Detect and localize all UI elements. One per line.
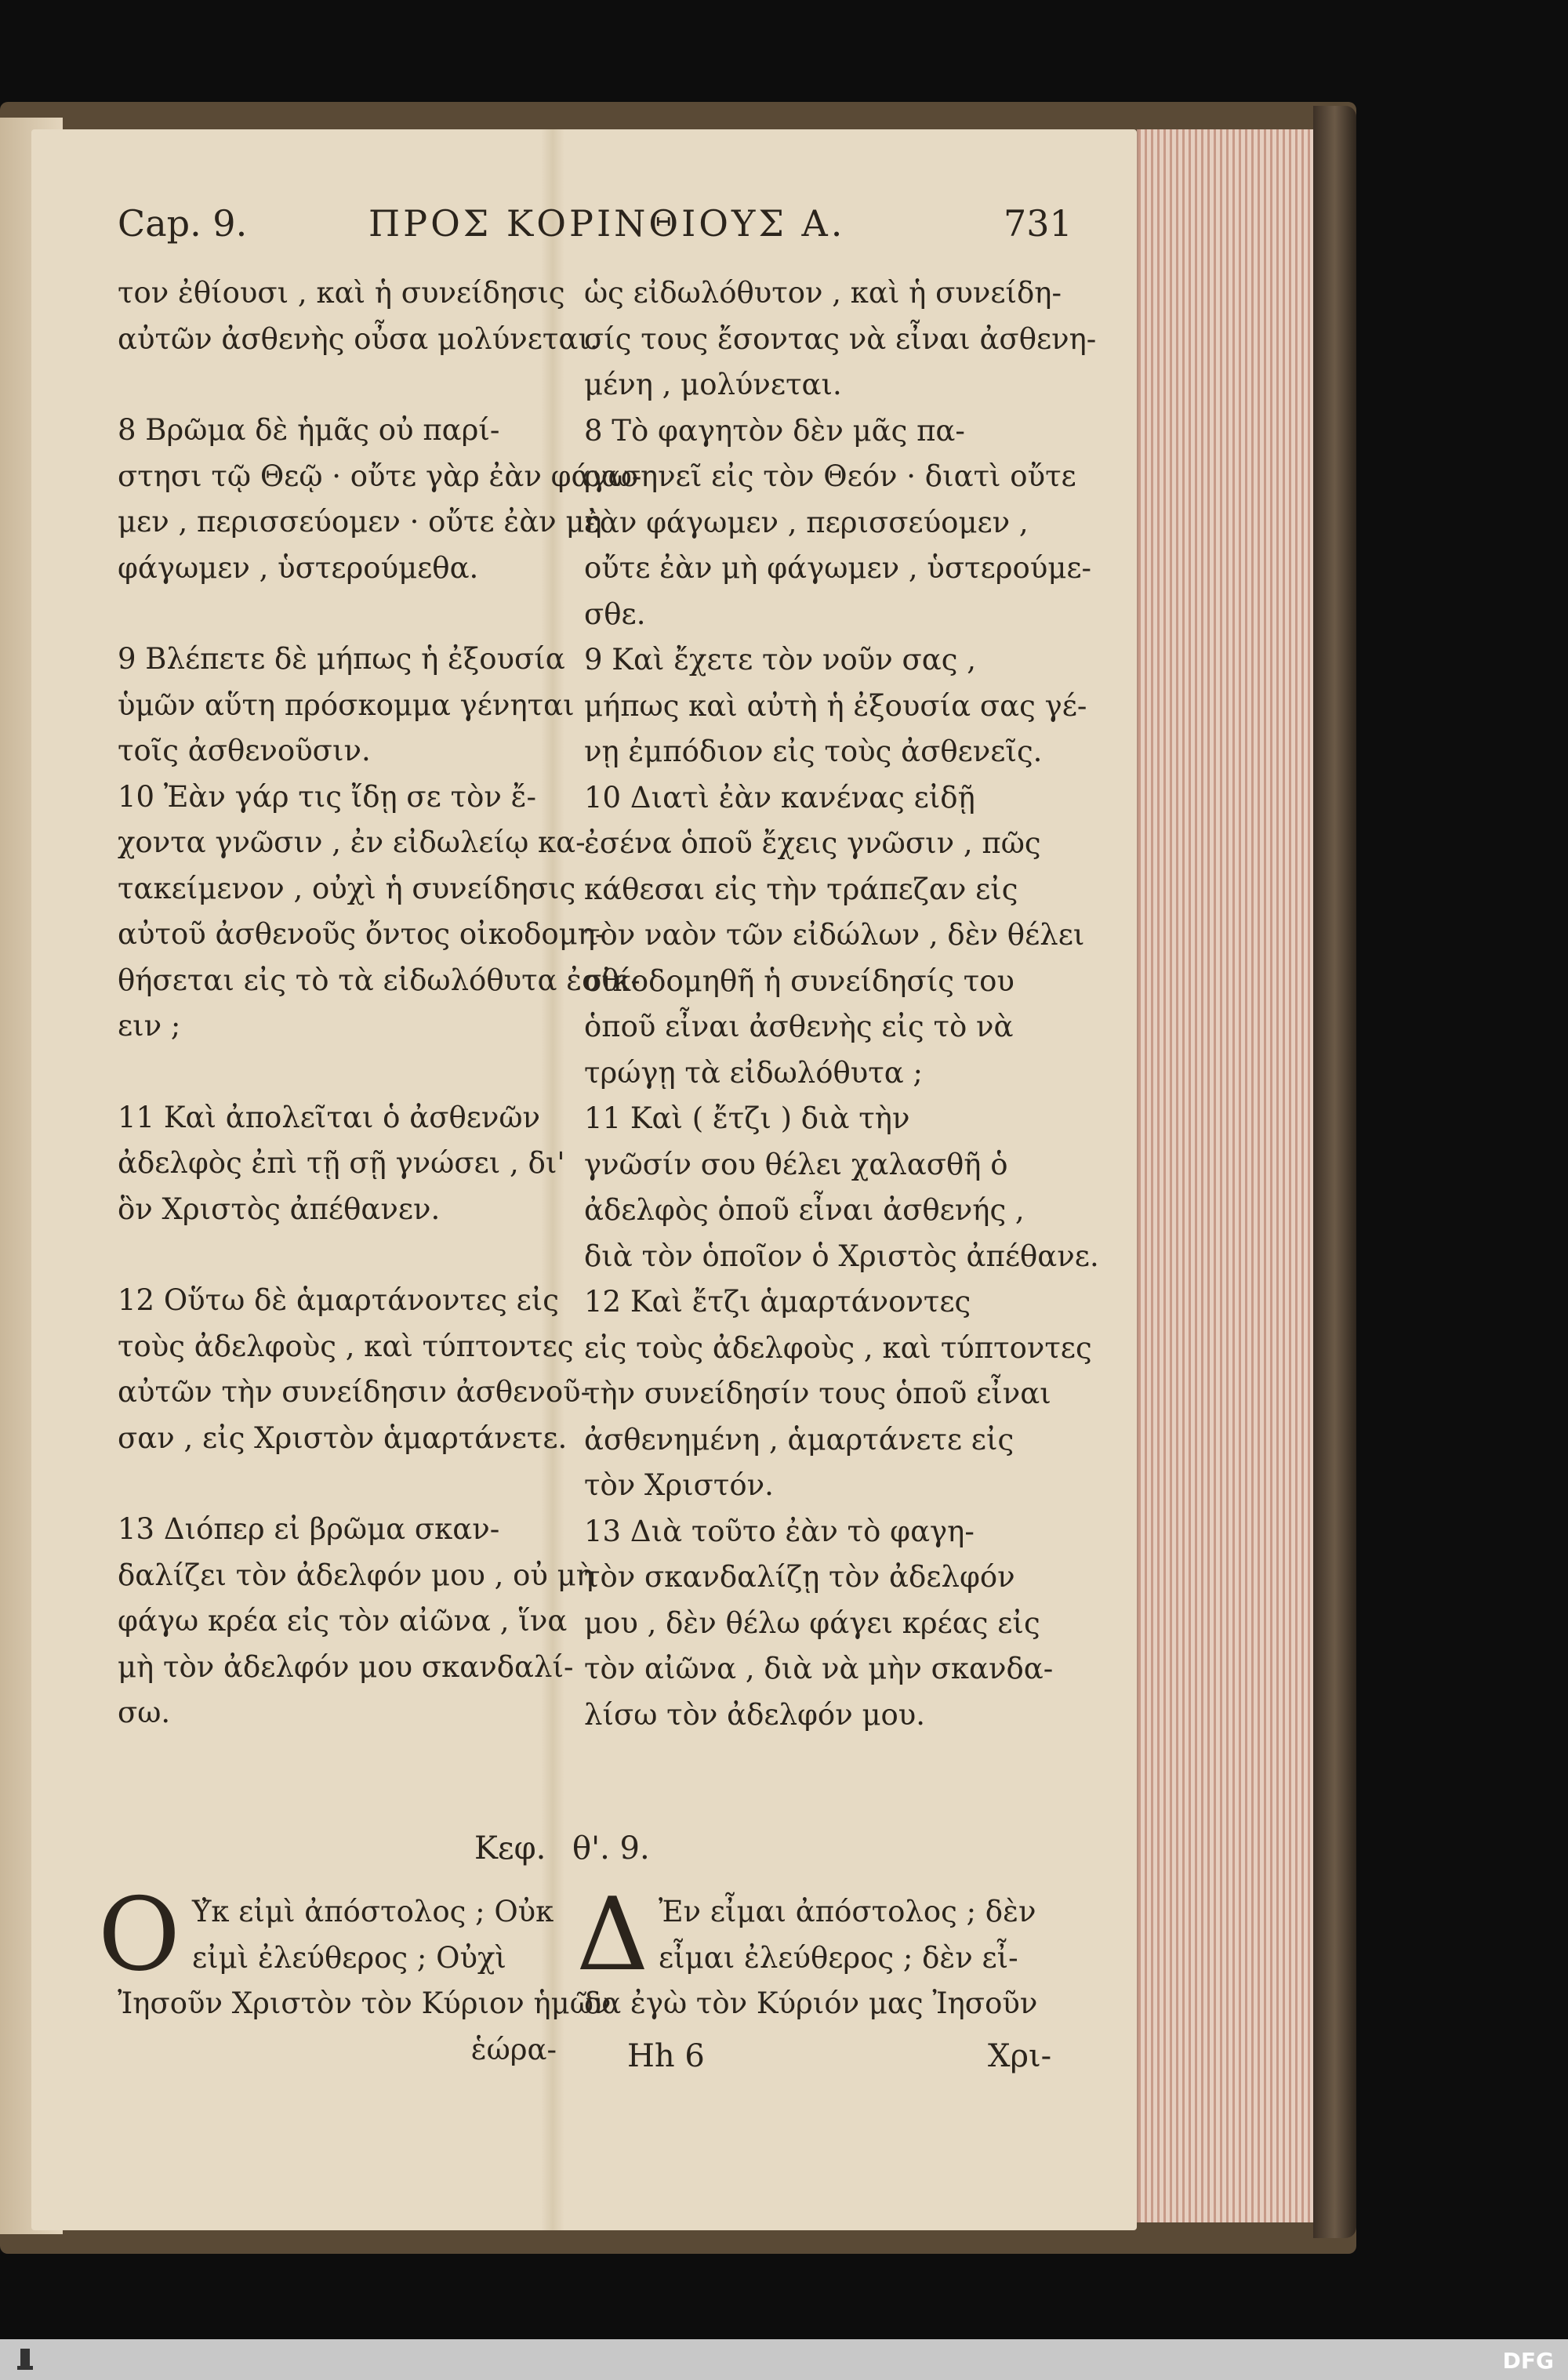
text-line: 13 Διόπερ εἰ βρῶμα σκαν- bbox=[118, 1512, 500, 1546]
chapter-start-right-line: δα ἐγὼ τὸν Κύριόν μας Ἰησοῦν bbox=[584, 1986, 1038, 2020]
text-line: μὴ τὸν ἀδελφόν μου σκανδαλί- bbox=[118, 1649, 574, 1684]
text-line: 9 Καὶ ἔχετε τὸν νοῦν σας , bbox=[584, 643, 977, 677]
viewer-bottom-bar bbox=[0, 2339, 1568, 2380]
text-line: 13 Διὰ τοῦτο ἐὰν τὸ φαγη- bbox=[584, 1514, 975, 1548]
text-line: τὸν αἰῶνα , διὰ νὰ μὴν σκανδα- bbox=[584, 1652, 1054, 1685]
text-line: τον ἐθίουσι , καὶ ἡ συνείδησις bbox=[118, 276, 565, 310]
chapter-start-right-line: Ἐν εἶμαι ἀπόστολος ; δὲν bbox=[659, 1895, 1036, 1928]
page-footer bbox=[549, 2038, 1066, 2085]
text-line: νῃ ἐμπόδιον εἰς τοὺς ἀσθενεῖς. bbox=[584, 735, 1043, 768]
text-line: τὴν συνείδησίν τους ὁποῦ εἶναι bbox=[584, 1377, 1051, 1410]
text-line: ὡς εἰδωλόθυτον , καὶ ἡ συνείδη- bbox=[584, 276, 1062, 310]
verse-gap bbox=[118, 1050, 557, 1095]
signature-mark: Hh 6 bbox=[627, 2038, 705, 2074]
text-line: ἐὰν φάγωμεν , περισσεύομεν , bbox=[584, 505, 1029, 539]
fore-edge-pages bbox=[1137, 129, 1315, 2222]
text-line: ρασηνεῖ εἰς τὸν Θεόν · διατὶ οὔτε bbox=[584, 459, 1076, 493]
verse-gap bbox=[118, 1232, 557, 1278]
text-line: τοὺς ἀδελφοὺς , καὶ τύπτοντες bbox=[118, 1329, 574, 1363]
text-line: 11 Καὶ ἀπολεῖται ὁ ἀσθενῶν bbox=[118, 1100, 541, 1134]
text-line: τρώγῃ τὰ εἰδωλόθυτα ; bbox=[584, 1055, 923, 1090]
text-line: 8 Τὸ φαγητὸν δὲν μᾶς πα- bbox=[584, 413, 965, 448]
chapter-start-right-line: εἶμαι ἐλεύθερος ; δὲν εἶ- bbox=[659, 1940, 1018, 1975]
text-line: ὁποῦ εἶναι ἀσθενὴς εἰς τὸ νὰ bbox=[584, 1010, 1014, 1043]
text-line: ὃν Χριστὸς ἀπέθανεν. bbox=[118, 1192, 441, 1226]
running-header bbox=[118, 202, 1082, 257]
text-line: δαλίζει τὸν ἀδελφόν μου , οὐ μὴ bbox=[118, 1558, 593, 1592]
verse-gap bbox=[118, 362, 557, 408]
text-line: εἰς τοὺς ἀδελφοὺς , καὶ τύπτοντες bbox=[584, 1330, 1092, 1365]
drop-cap-left: O bbox=[98, 1877, 180, 1994]
book-spine bbox=[1313, 106, 1356, 2238]
text-line: 9 Βλέπετε δὲ μήπως ἡ ἐξουσία bbox=[118, 642, 565, 676]
text-line: ἀδελφὸς ἐπὶ τῇ σῇ γνώσει , δι' bbox=[118, 1146, 565, 1180]
chapter-start-left-line: εἰμὶ ἐλεύθερος ; Οὐχὶ bbox=[192, 1940, 506, 1975]
text-line: ὑμῶν αὕτη πρόσκομμα γένηται bbox=[118, 688, 575, 722]
text-line: τὸν Χριστόν. bbox=[584, 1468, 774, 1502]
text-line: θήσεται εἰς τὸ τὰ εἰδωλόθυτα ἐσθί- bbox=[118, 963, 641, 997]
text-line: 10 Διατὶ ἐὰν κανένας εἰδῇ bbox=[584, 780, 975, 814]
library-logo-icon bbox=[13, 2346, 38, 2374]
verse-gap bbox=[118, 591, 557, 637]
chapter-number: θ'. 9. bbox=[572, 1830, 650, 1867]
text-line: φάγωμεν , ὑστερούμεθα. bbox=[118, 550, 479, 585]
text-line: μένη , μολύνεται. bbox=[584, 368, 842, 401]
text-line: μήπως καὶ αὐτὴ ἡ ἐξουσία σας γέ- bbox=[584, 688, 1087, 723]
page-number: 731 bbox=[1004, 202, 1073, 245]
text-line: σαν , εἰς Χριστὸν ἁμαρτάνετε. bbox=[118, 1420, 568, 1455]
text-line: σω. bbox=[118, 1696, 171, 1729]
text-line: 12 Καὶ ἔτζι ἁμαρτάνοντες bbox=[584, 1285, 971, 1319]
text-line: 11 Καὶ ( ἔτζι ) διὰ τὴν bbox=[584, 1101, 910, 1135]
text-line: αὐτοῦ ἀσθενοῦς ὄντος οἰκοδομη- bbox=[118, 917, 605, 951]
header-chapter: Cap. 9. bbox=[118, 202, 248, 245]
chapter-start-right bbox=[584, 1889, 1054, 2027]
dfg-watermark: DFG bbox=[1502, 2348, 1554, 2374]
header-title: ΠΡΟΣ ΚΟΡΙΝΘΙΟΥΣ Α. bbox=[368, 202, 846, 245]
text-line: τὸν σκανδαλίζῃ τὸν ἀδελφόν bbox=[584, 1560, 1015, 1594]
text-line: 10 Ἐὰν γάρ τις ἴδῃ σε τὸν ἔ- bbox=[118, 779, 536, 814]
text-line: οἰκοδομηθῆ ἡ συνείδησίς του bbox=[584, 963, 1014, 998]
right-column-text bbox=[584, 270, 1099, 1738]
text-line: ἀσθενημένη , ἁμαρτάνετε εἰς bbox=[584, 1422, 1014, 1457]
chapter-start-left bbox=[118, 1889, 612, 2073]
text-line: στησι τῷ Θεῷ · οὔτε γὰρ ἐὰν φάγω- bbox=[118, 459, 642, 493]
chapter-start-left-line: ἑώρα- bbox=[470, 2032, 557, 2066]
text-line: αὐτῶν ἀσθενὴς οὖσα μολύνεται. bbox=[118, 321, 599, 356]
verse-gap bbox=[118, 1461, 557, 1507]
chapter-start-left-line: Ἰησοῦν Χριστὸν τὸν Κύριον ἡμῶν bbox=[118, 1986, 612, 2020]
text-line: λίσω τὸν ἀδελφόν μου. bbox=[584, 1697, 926, 1732]
text-line: γνῶσίν σου θέλει χαλασθῆ ὁ bbox=[584, 1147, 1008, 1181]
text-line: οὔτε ἐὰν μὴ φάγωμεν , ὑστερούμε- bbox=[584, 551, 1092, 585]
text-line: μεν , περισσεύομεν · οὔτε ἐὰν μὴ bbox=[118, 505, 602, 539]
text-line: αὐτῶν τὴν συνείδησιν ἀσθενοῦ- bbox=[118, 1375, 591, 1409]
text-line: χοντα γνῶσιν , ἐν εἰδωλείῳ κα- bbox=[118, 825, 586, 859]
text-line: ἀδελφὸς ὁποῦ εἶναι ἀσθενής , bbox=[584, 1193, 1025, 1227]
text-line: 8 Βρῶμα δὲ ἡμᾶς οὐ παρί- bbox=[118, 413, 500, 447]
chapter-label: Κεφ. bbox=[474, 1830, 546, 1867]
text-line: φάγω κρέα εἰς τὸν αἰῶνα , ἵνα bbox=[118, 1604, 568, 1638]
catchword: Χρι- bbox=[988, 2038, 1052, 2074]
drop-cap-right: Δ bbox=[576, 1877, 649, 1994]
left-column-text bbox=[118, 270, 642, 1736]
text-line: τὸν ναὸν τῶν εἰδώλων , δὲν θέλει bbox=[584, 918, 1085, 952]
text-line: τοῖς ἀσθενοῦσιν. bbox=[118, 734, 371, 767]
text-line: σθε. bbox=[584, 597, 646, 631]
text-line: ειν ; bbox=[118, 1009, 181, 1043]
chapter-heading bbox=[118, 1830, 1058, 1878]
text-line: τακείμενον , οὐχὶ ἡ συνείδησις bbox=[118, 871, 576, 905]
text-line: διὰ τὸν ὁποῖον ὁ Χριστὸς ἀπέθανε. bbox=[584, 1239, 1099, 1273]
text-line: ἐσένα ὁποῦ ἔχεις γνῶσιν , πῶς bbox=[584, 826, 1041, 860]
text-line: 12 Οὕτω δὲ ἁμαρτάνοντες εἰς bbox=[118, 1283, 559, 1317]
text-line: κάθεσαι εἰς τὴν τράπεζαν εἰς bbox=[584, 872, 1018, 906]
text-line: μου , δὲν θέλω φάγει κρέας εἰς bbox=[584, 1605, 1040, 1640]
text-line: σίς τους ἔσοντας νὰ εἶναι ἀσθενη- bbox=[584, 321, 1097, 356]
chapter-start-left-line: Υ̓κ εἰμὶ ἀπόστολος ; Οὐκ bbox=[192, 1895, 554, 1928]
